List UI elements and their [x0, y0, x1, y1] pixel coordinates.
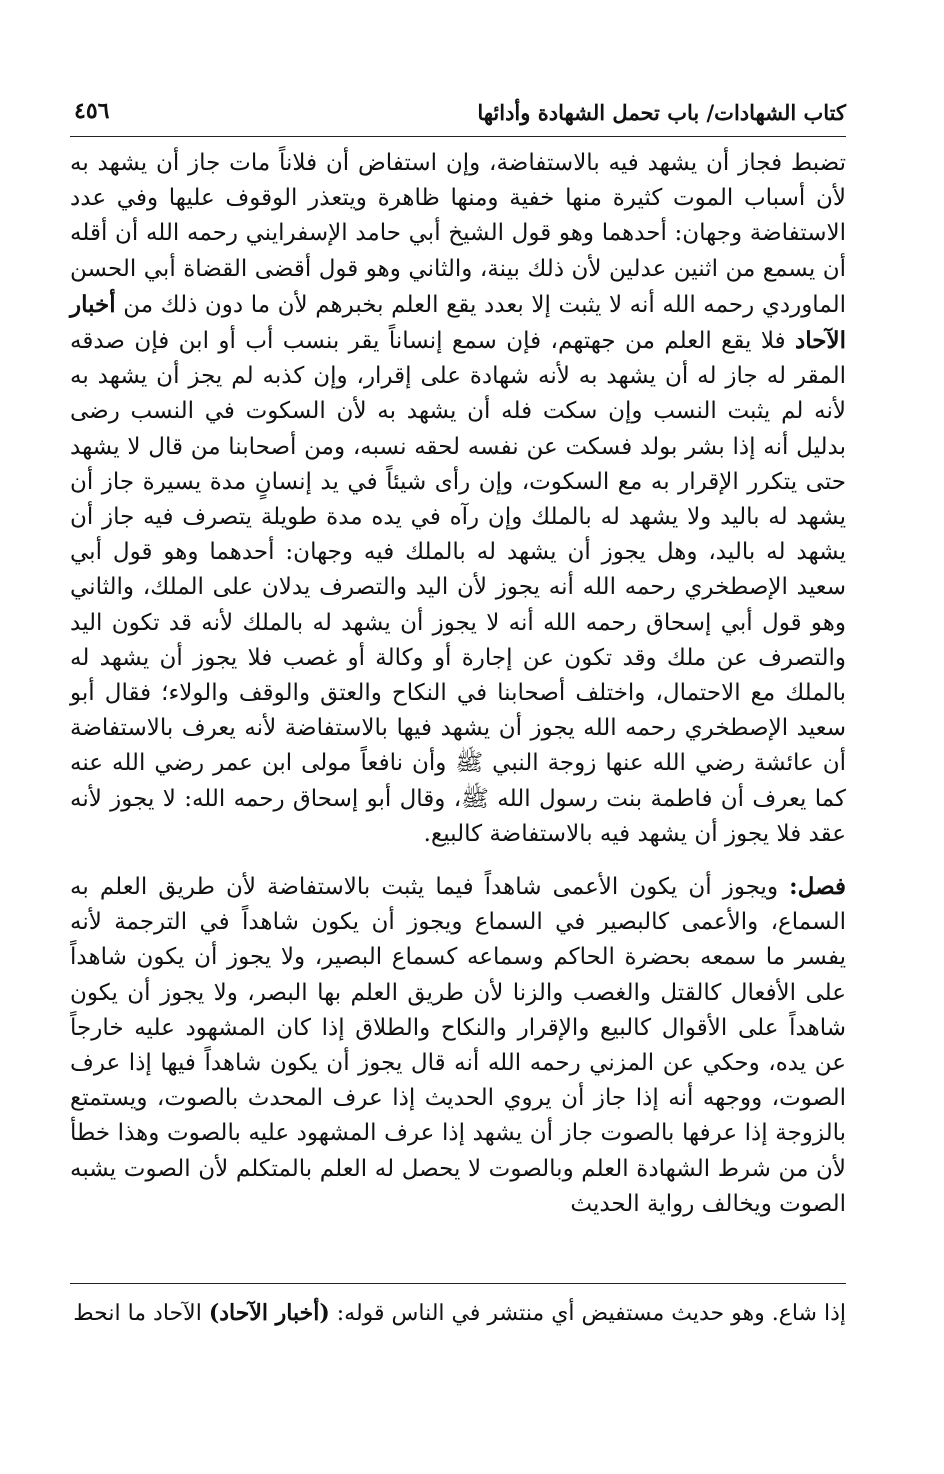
paragraph-text: فلا يقع العلم من جهتهم، فإن سمع إنساناً يقر بنسب أب أو ابن فإن صدقه المقر له جاز له أن يشهد به لأنه شهادة على إقرار، وإن كذبه لم يجز أن يشهد به لأنه لم يثبت النسب وإن سكت فله أن يشهد به لأن السكوت في النسب رضى بدليل أنه إذا بشر بولد فسكت عن نفسه لحقه نسبه، ومن أصحابنا من قال لا يشهد حتى يتكرر الإقرار به مع السكوت، وإن رأى شيئاً في يد إنسانٍ مدة يسيرة جاز أن يشهد له باليد ولا يشهد له بالملك وإن رآه في يده مدة طويلة يتصرف فيه جاز أن يشهد له باليد، وهل يجوز أن يشهد له بالملك فيه وجهان: أحدهما وهو قول أبي سعيد الإصطخري رحمه الله أنه يجوز لأن اليد والتصرف يدلان على الملك، والثاني وهو قول أبي إسحاق رحمه الله أنه لا يجوز أن يشهد له بالملك لأنه قد تكون اليد والتصرف عن ملك وقد تكون عن إجارة أو وكالة أو غصب فلا يجوز أن يشهد له بالملك مع الاحتمال، واختلف أصحابنا في النكاح والعتق والوقف والولاء؛ فقال أبو سعيد الإصطخري رحمه الله يجوز أن يشهد فيها بالاستفاضة لأنه يعرف بالاستفاضة أن عائشة رضي الله عنها زوجة النبي ﷺ وأن نافعاً مولى ابن عمر رضي الله عنه كما يعرف أن فاطمة بنت رسول الله ﷺ، وقال أبو إسحاق رحمه الله: لا يجوز لأنه عقد فلا يجوز أن يشهد فيه بالاستفاضة كالبيع.: [70, 328, 846, 847]
footnote: [70, 1296, 846, 1331]
page-header: [70, 96, 846, 132]
main-text: [70, 146, 846, 1222]
page-number: ٤٥٦: [74, 98, 110, 124]
section-label: فصل:: [789, 873, 847, 901]
paragraph-blind-witness: [70, 869, 846, 1222]
footnote-divider: [70, 1283, 846, 1284]
header-divider: [70, 136, 846, 137]
paragraph-text: تضبط فجاز أن يشهد فيه بالاستفاضة، وإن استفاض أن فلاناً مات جاز أن يشهد به لأن أسباب الموت كثيرة منها خفية ومنها ظاهرة ويتعذر الوقوف عليها وفي عدد الاستفاضة وجهان: أحدهما وهو قول الشيخ أبي حامد الإسفرايني رحمه الله أن أقله أن يسمع من اثنين عدلين لأن ذلك بينة، والثاني وهو قول أقضى القضاة أبي الحسن الماوردي رحمه الله أنه لا يثبت إلا بعدد يقع العلم بخبرهم لأن ما دون ذلك من: [70, 150, 847, 318]
paragraph-text: ويجوز أن يكون الأعمى شاهداً فيما يثبت بالاستفاضة لأن طريق العلم به السماع، والأعمى كالبصير في السماع ويجوز أن يكون شاهداً في الترجمة لأنه يفسر ما سمعه بحضرة الحاكم وسماعه كسماع البصير، ولا يجوز أن يكون شاهداً على الأفعال كالقتل والغصب والزنا لأن طريق العلم بها البصر، ولا يجوز أن يكون شاهداً على الأقوال كالبيع والإقرار والنكاح والطلاق إذا كان المشهود عليه خارجاً عن يده، وحكي عن المزني رحمه الله أنه قال يجوز أن يكون شاهداً فيها إذا عرف الصوت، ووجهه أنه إذا جاز أن يروي الحديث إذا عرف المحدث بالصوت، ويستمتع بالزوجة إذا عرفها بالصوت جاز أن يشهد إذا عرف المشهود عليه بالصوت وهذا خطأ لأن من شرط الشهادة العلم وبالصوت لا يحصل له العلم بالمتكلم لأن الصوت يشبه الصوت ويخالف رواية الحديث: [70, 874, 846, 1217]
running-title: كتاب الشهادات/ باب تحمل الشهادة وأدائها: [477, 100, 846, 125]
footnote-text: الآحاد ما انحط: [73, 1301, 202, 1326]
highlighted-term: أخبار الآحاد: [70, 290, 847, 355]
footnote-term: (أخبار الآحاد): [208, 1300, 330, 1326]
footnote-text: إذا شاع. وهو حديث مستفيض أي منتشر في الناس قوله:: [336, 1301, 846, 1326]
paragraph-testimony-by-hearsay: [70, 146, 846, 852]
